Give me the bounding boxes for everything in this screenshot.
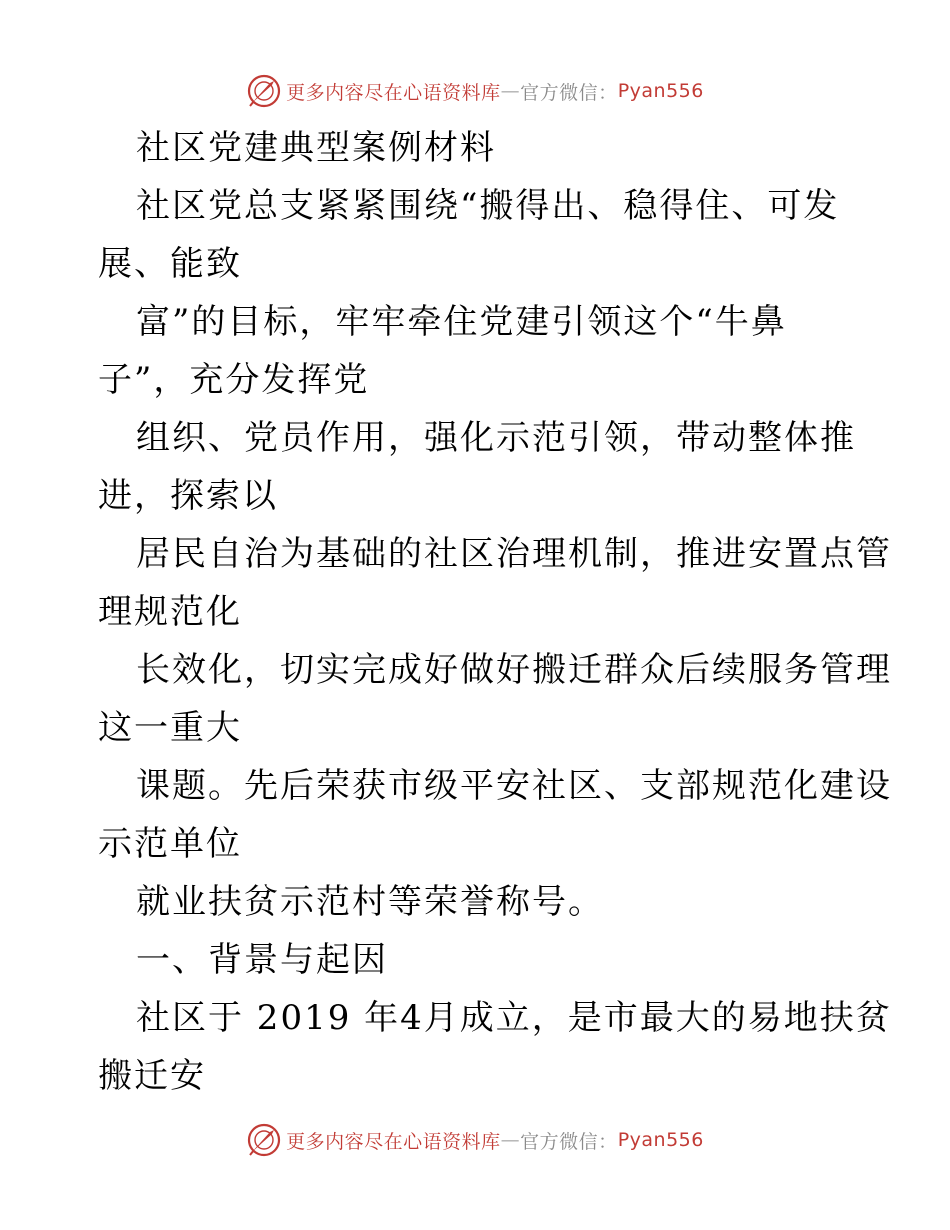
- paragraph-line: 社区党总支紧紧围绕“搬得出、稳得住、可发: [136, 186, 840, 226]
- paragraph-line: 课题。先后荣获市级平安社区、支部规范化建设: [136, 766, 892, 806]
- paragraph-line: 就业扶贫示范村等荣誉称号。: [136, 882, 604, 922]
- paragraph-line: 长效化，切实完成好做好搬迁群众后续服务管理: [136, 650, 892, 690]
- watermark-banner-bottom: [0, 1120, 950, 1160]
- quill-logo-icon: [246, 73, 282, 109]
- watermark-wechat-label: 官方微信：: [520, 81, 618, 104]
- paragraph-line: 进，探索以: [98, 476, 278, 516]
- paragraph-line: 社区于 2019 年4月成立，是市最大的易地扶贫: [136, 998, 892, 1038]
- watermark-wechat-id: Pyan556: [617, 80, 704, 102]
- section-heading: 一、背景与起因: [136, 940, 388, 980]
- watermark-wechat-label: 官方微信：: [520, 1130, 618, 1153]
- paragraph-line: 理规范化: [98, 592, 242, 632]
- quill-logo-icon: [246, 1122, 282, 1158]
- paragraph-line: 组织、党员作用，强化示范引领，带动整体推: [136, 418, 856, 458]
- watermark-banner-top: [0, 71, 950, 111]
- paragraph-line: 展、能致: [98, 244, 242, 284]
- paragraph-line: 子”，充分发挥党: [98, 360, 370, 400]
- document-body: [98, 119, 892, 1105]
- watermark-wechat-id: Pyan556: [617, 1129, 704, 1151]
- watermark-more-text: 更多内容尽在心语资料库: [286, 81, 501, 104]
- document-title: 社区党建典型案例材料: [136, 128, 496, 168]
- watermark-dash: —: [500, 80, 521, 102]
- paragraph-line: 富”的目标，牢牢牵住党建引领这个“牛鼻: [136, 302, 787, 342]
- paragraph-line: 搬迁安: [98, 1056, 206, 1096]
- paragraph-line: 示范单位: [98, 824, 242, 864]
- watermark-more-text: 更多内容尽在心语资料库: [286, 1130, 501, 1153]
- watermark-dash: —: [500, 1129, 521, 1151]
- paragraph-line: 居民自治为基础的社区治理机制，推进安置点管: [136, 534, 892, 574]
- paragraph-line: 这一重大: [98, 708, 242, 748]
